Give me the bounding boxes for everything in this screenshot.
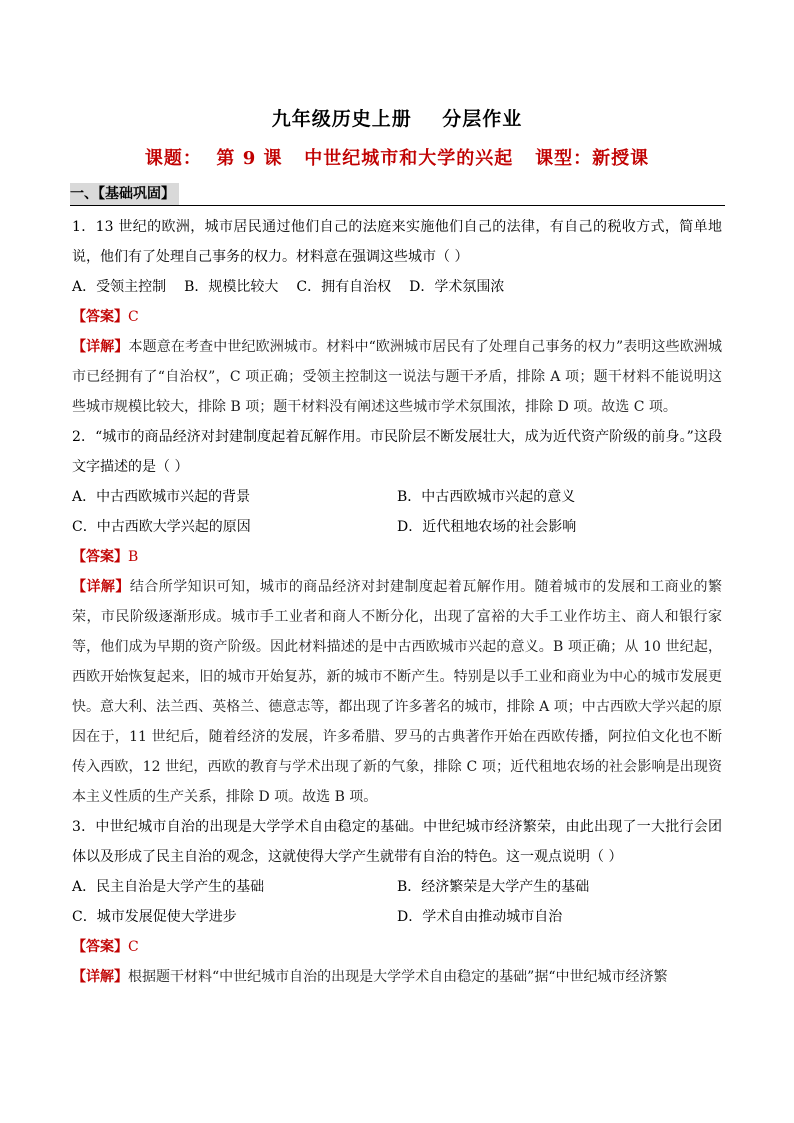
document-title: 九年级历史上册 分层作业 bbox=[271, 108, 523, 130]
detail-text: 本题意在考查中世纪欧洲城市。材料中“欧洲城市居民有了处理自己事务的权力”表明这些欧洲城市已经拥有了“自治权”，C 项正确；受领主控制这一说法与题干矛盾，排除 A 项；题干材料不能说明这些城市规模比较大，排除 B 项；题干材料没有阐述这些城市学术氛围浓，排除 D 项。故选 C 项。 bbox=[72, 339, 723, 415]
answer-value: C bbox=[128, 939, 139, 955]
question-2-answer bbox=[72, 542, 722, 572]
question-2-option-a: A．中古西欧城市兴起的背景 bbox=[72, 489, 251, 505]
question-1-options bbox=[72, 272, 722, 302]
answer-label: 【答案】 bbox=[72, 549, 128, 565]
question-3-option-d: D．学术自由推动城市自治 bbox=[397, 909, 563, 925]
detail-text: 结合所学知识可知，城市的商品经济对封建制度起着瓦解作用。随着城市的发展和工商业的繁荣，市民阶级逐渐形成。城市手工业者和商人不断分化，出现了富裕的大手工业作坊主、商人和银行家等，他们成为早期的资产阶级。因此材料描述的是中古西欧城市兴起的意义。B 项正确；从 10 世纪起，西欧开始恢复起来，旧的城市开始复苏，新的城市不断产生。特别是以手工业和商业为中心的城市发展更快。意大利、法兰西、英格兰、德意志等，都出现了许多著名的城市，排除 A 项；中古西欧大学兴起的原因在于，11 世纪后，随着经济的发展，许多希腊、罗马的古典著作开始在西欧传播，阿拉伯文化也不断传入西欧，12 世纪，西欧的教育与学术出现了新的气象，排除 C 项；近代租地农场的社会影响是出现资本主义性质的生产关系，排除 D 项。故选 B 项。 bbox=[72, 579, 723, 805]
detail-label: 【详解】 bbox=[72, 969, 128, 985]
question-1-option-c: C．拥有自治权 bbox=[296, 279, 392, 295]
question-1-option-a: A．受领主控制 bbox=[72, 279, 167, 295]
question-2-options bbox=[72, 482, 722, 542]
question-1-answer bbox=[72, 302, 722, 332]
lesson-subtitle: 课题： 第 9 课 中世纪城市和大学的兴起 课型：新授课 bbox=[144, 148, 650, 169]
detail-label: 【详解】 bbox=[72, 339, 129, 355]
question-3-options bbox=[72, 872, 722, 932]
section-header bbox=[70, 183, 725, 206]
question-list bbox=[72, 212, 722, 992]
question-3-option-b: B．经济繁荣是大学产生的基础 bbox=[397, 879, 590, 895]
answer-value: C bbox=[128, 309, 139, 325]
question-3-option-a: A．民主自治是大学产生的基础 bbox=[72, 879, 265, 895]
question-3-answer bbox=[72, 932, 722, 962]
section-label: 一、【基础巩固】 bbox=[70, 183, 179, 205]
question-2-option-b: B．中古西欧城市兴起的意义 bbox=[397, 489, 576, 505]
question-1-detail bbox=[72, 332, 722, 422]
question-2-option-d: D．近代租地农场的社会影响 bbox=[397, 519, 577, 535]
detail-label: 【详解】 bbox=[72, 579, 130, 595]
question-2-detail bbox=[72, 572, 722, 812]
answer-label: 【答案】 bbox=[72, 939, 128, 955]
answer-label: 【答案】 bbox=[72, 309, 128, 325]
detail-text: 根据题干材料“中世纪城市自治的出现是大学学术自由稳定的基础”据“中世纪城市经济繁 bbox=[128, 969, 668, 985]
question-1-option-d: D．学术氛围浓 bbox=[409, 279, 505, 295]
question-2-stem: 2．“城市的商品经济对封建制度起着瓦解作用。市民阶层不断发展壮大，成为近代资产阶级的前身。”这段文字描述的是（ ） bbox=[72, 429, 722, 475]
question-3-detail bbox=[72, 962, 722, 992]
question-3-option-c: C．城市发展促使大学进步 bbox=[72, 909, 237, 925]
question-1-stem: 1．13 世纪的欧洲，城市居民通过他们自己的法庭来实施他们自己的法律，有自己的税收方式，简单地说，他们有了处理自己事务的权力。材料意在强调这些城市（ ） bbox=[72, 219, 722, 265]
answer-value: B bbox=[128, 549, 139, 565]
question-3-stem: 3．中世纪城市自治的出现是大学学术自由稳定的基础。中世纪城市经济繁荣，由此出现了一大批行会团体以及形成了民主自治的观念，这就使得大学产生就带有自治的特色。这一观点说明（ ） bbox=[72, 819, 722, 865]
question-2-option-c: C．中古西欧大学兴起的原因 bbox=[72, 519, 251, 535]
question-1-option-b: B．规模比较大 bbox=[184, 279, 279, 295]
